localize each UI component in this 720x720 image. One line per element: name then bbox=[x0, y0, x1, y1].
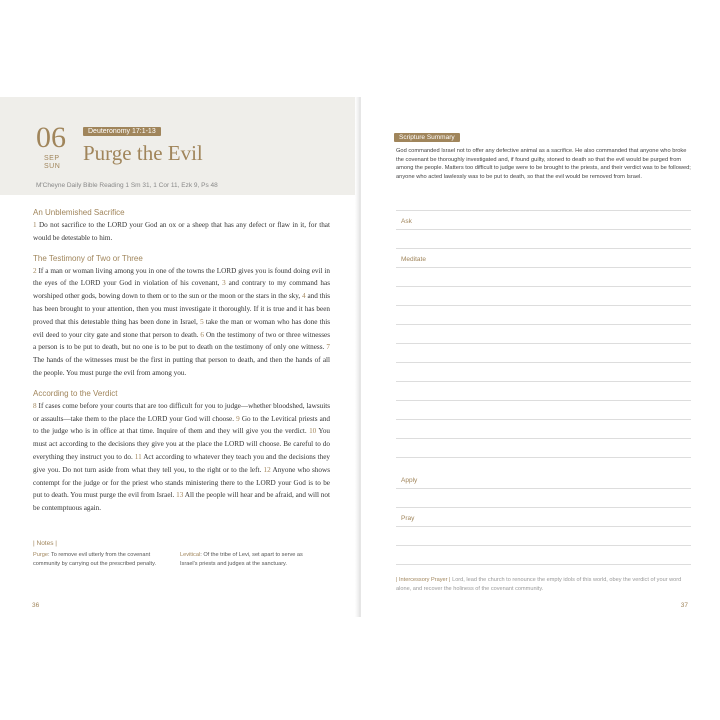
verse-number: 3 bbox=[222, 279, 226, 288]
verse-text: and this has been brought to your attention, then you must investigate it thoroughly. If it is true and it has been proved that this detestable thing has been done in Israel, bbox=[33, 292, 331, 326]
book-spread bbox=[0, 97, 720, 617]
verse-number: 5 bbox=[200, 317, 204, 326]
note-definition: : Of the tribe of Levi, set apart to serve as Israel's priests and judges at the sanctuary. bbox=[180, 552, 303, 567]
apply-label: Apply bbox=[401, 477, 418, 484]
header-band bbox=[0, 97, 359, 195]
verse-text: All the people will hear and be afraid, and will not be contemptuous again. bbox=[33, 491, 330, 513]
writing-line bbox=[396, 305, 691, 306]
writing-line bbox=[396, 324, 691, 325]
writing-line bbox=[396, 419, 691, 420]
verse-text: Act according to whatever they teach you and the decisions they give you. Do not turn aside from what they tell you, to the right or to the left. bbox=[33, 452, 330, 474]
verse-number: 7 bbox=[326, 343, 331, 352]
day-weekday: SUN bbox=[44, 163, 61, 170]
verse-text: On the testimony of two or three witnesses a person is to be put to death, but no one is to be put to death on the testimony of only one witness. bbox=[33, 330, 331, 352]
writing-line bbox=[396, 381, 691, 382]
verse-text: Do not sacrifice to the LORD your God an ox or a sheep that has any defect or flaw in it, for that would be detestable to him. bbox=[33, 221, 330, 242]
note-definition: : To remove evil utterly from the covenant community by carrying out the prescribed penalty. bbox=[33, 552, 157, 567]
ask-label: Ask bbox=[401, 218, 412, 225]
verse-number: 9 bbox=[236, 414, 240, 423]
prayer-text: Lord, lead the church to renounce the empty idols of this world, obey the verdict of your word alone, and recover the holiness of the covenant community. bbox=[396, 577, 682, 592]
intercessory-prayer bbox=[396, 576, 691, 594]
left-page bbox=[0, 97, 359, 617]
notes-section bbox=[33, 540, 330, 567]
scripture-summary-label: Scripture Summary bbox=[394, 133, 460, 142]
verse-number: 13 bbox=[176, 491, 184, 500]
writing-line bbox=[396, 488, 691, 489]
verse-paragraph bbox=[33, 219, 330, 245]
verse-paragraph bbox=[33, 400, 330, 515]
writing-line bbox=[396, 400, 691, 401]
scripture-summary-text: God commanded Israel not to offer any defective animal as a sacrifice. He also commanded that anyone who broke the covenant be thoroughly investigated and, if found guilty, stoned to death so that the evil would be purged from among the people. Matters too difficult to judge were to be brought to the priests, and their verdict was to be followed; anyone who acted lawlessly was to be put to death, so that the evil would be removed from Israel. bbox=[396, 148, 691, 180]
writing-line bbox=[396, 229, 691, 230]
section-3 bbox=[33, 389, 330, 515]
page-title: Purge the Evil bbox=[83, 141, 203, 165]
writing-line bbox=[396, 526, 691, 527]
verse-number: 1 bbox=[33, 221, 37, 229]
section-2 bbox=[33, 254, 330, 380]
writing-line bbox=[396, 286, 691, 287]
writing-line bbox=[396, 457, 691, 458]
pray-label: Pray bbox=[401, 515, 415, 522]
day-month: SEP bbox=[44, 155, 60, 162]
verse-number: 8 bbox=[33, 401, 37, 410]
verse-text: take the man or woman who has done this evil deed to your city gate and stone that person to death. bbox=[33, 317, 331, 339]
verse-text: Go to the Levitical priests and to the judge who is in office at that time. Inquire of them and they will give you the verdict. bbox=[33, 414, 331, 436]
verse-number: 2 bbox=[33, 266, 37, 275]
page-number-left: 36 bbox=[32, 602, 40, 609]
right-page bbox=[361, 97, 720, 617]
note-item bbox=[33, 551, 173, 568]
notes-heading: | Notes | bbox=[33, 540, 57, 547]
verse-number: 6 bbox=[200, 330, 205, 339]
scripture-body bbox=[33, 208, 330, 524]
day-number: 06 bbox=[36, 121, 66, 154]
writing-line bbox=[396, 343, 691, 344]
writing-line bbox=[396, 210, 691, 211]
verse-number: 12 bbox=[263, 465, 271, 474]
writing-line bbox=[396, 564, 691, 565]
section-1 bbox=[33, 208, 330, 245]
section-heading: An Unblemished Sacrifice bbox=[33, 208, 125, 217]
verse-paragraph bbox=[33, 265, 330, 380]
verse-text: You must act according to the decisions they give you at the place the LORD will choose. Be careful to do everything they instruct you to do. bbox=[33, 427, 331, 461]
verse-text: If cases come before your courts that are too difficult for you to judge—whether bloodshed, lawsuits or assaults—take them to the place the LORD your God will choose. bbox=[33, 401, 330, 423]
section-heading: According to the Verdict bbox=[33, 388, 118, 398]
writing-line bbox=[396, 507, 691, 508]
verse-number: 10 bbox=[309, 427, 317, 436]
writing-line bbox=[396, 362, 691, 363]
writing-line bbox=[396, 267, 691, 268]
section-heading: The Testimony of Two or Three bbox=[33, 253, 143, 263]
verse-text: and contrary to my command has worshiped other gods, bowing down to them or to the sun or the moon or the stars in the sky, bbox=[33, 279, 331, 301]
verse-number: 4 bbox=[302, 292, 306, 301]
note-term: Purge bbox=[33, 552, 48, 558]
writing-line bbox=[396, 248, 691, 249]
verse-text: If a man or woman living among you in one of the towns the LORD gives you is found doing evil in the eyes of the LORD your God in violation of his covenant, bbox=[33, 266, 330, 288]
verse-text: Anyone who shows contempt for the judge or for the priest who stands ministering there to the LORD your God is to be put to death. You must purge the evil from Israel. bbox=[33, 465, 330, 500]
prayer-title: | Intercessory Prayer | bbox=[396, 577, 451, 583]
meditate-label: Meditate bbox=[401, 256, 426, 263]
note-term: Levitical bbox=[180, 552, 201, 558]
verse-number: 11 bbox=[134, 452, 142, 461]
page-number-right: 37 bbox=[680, 602, 688, 609]
writing-line bbox=[396, 438, 691, 439]
scripture-reference-badge: Deuteronomy 17:1-13 bbox=[83, 127, 161, 136]
writing-line bbox=[396, 545, 691, 546]
verse-text: The hands of the witnesses must be the first in putting that person to death, and then the hands of all the people. You must purge the evil from among you. bbox=[33, 356, 330, 377]
note-item bbox=[180, 551, 320, 568]
reading-plan: M'Cheyne Daily Bible Reading 1 Sm 31, 1 Cor 11, Ezk 9, Ps 48 bbox=[36, 182, 218, 189]
